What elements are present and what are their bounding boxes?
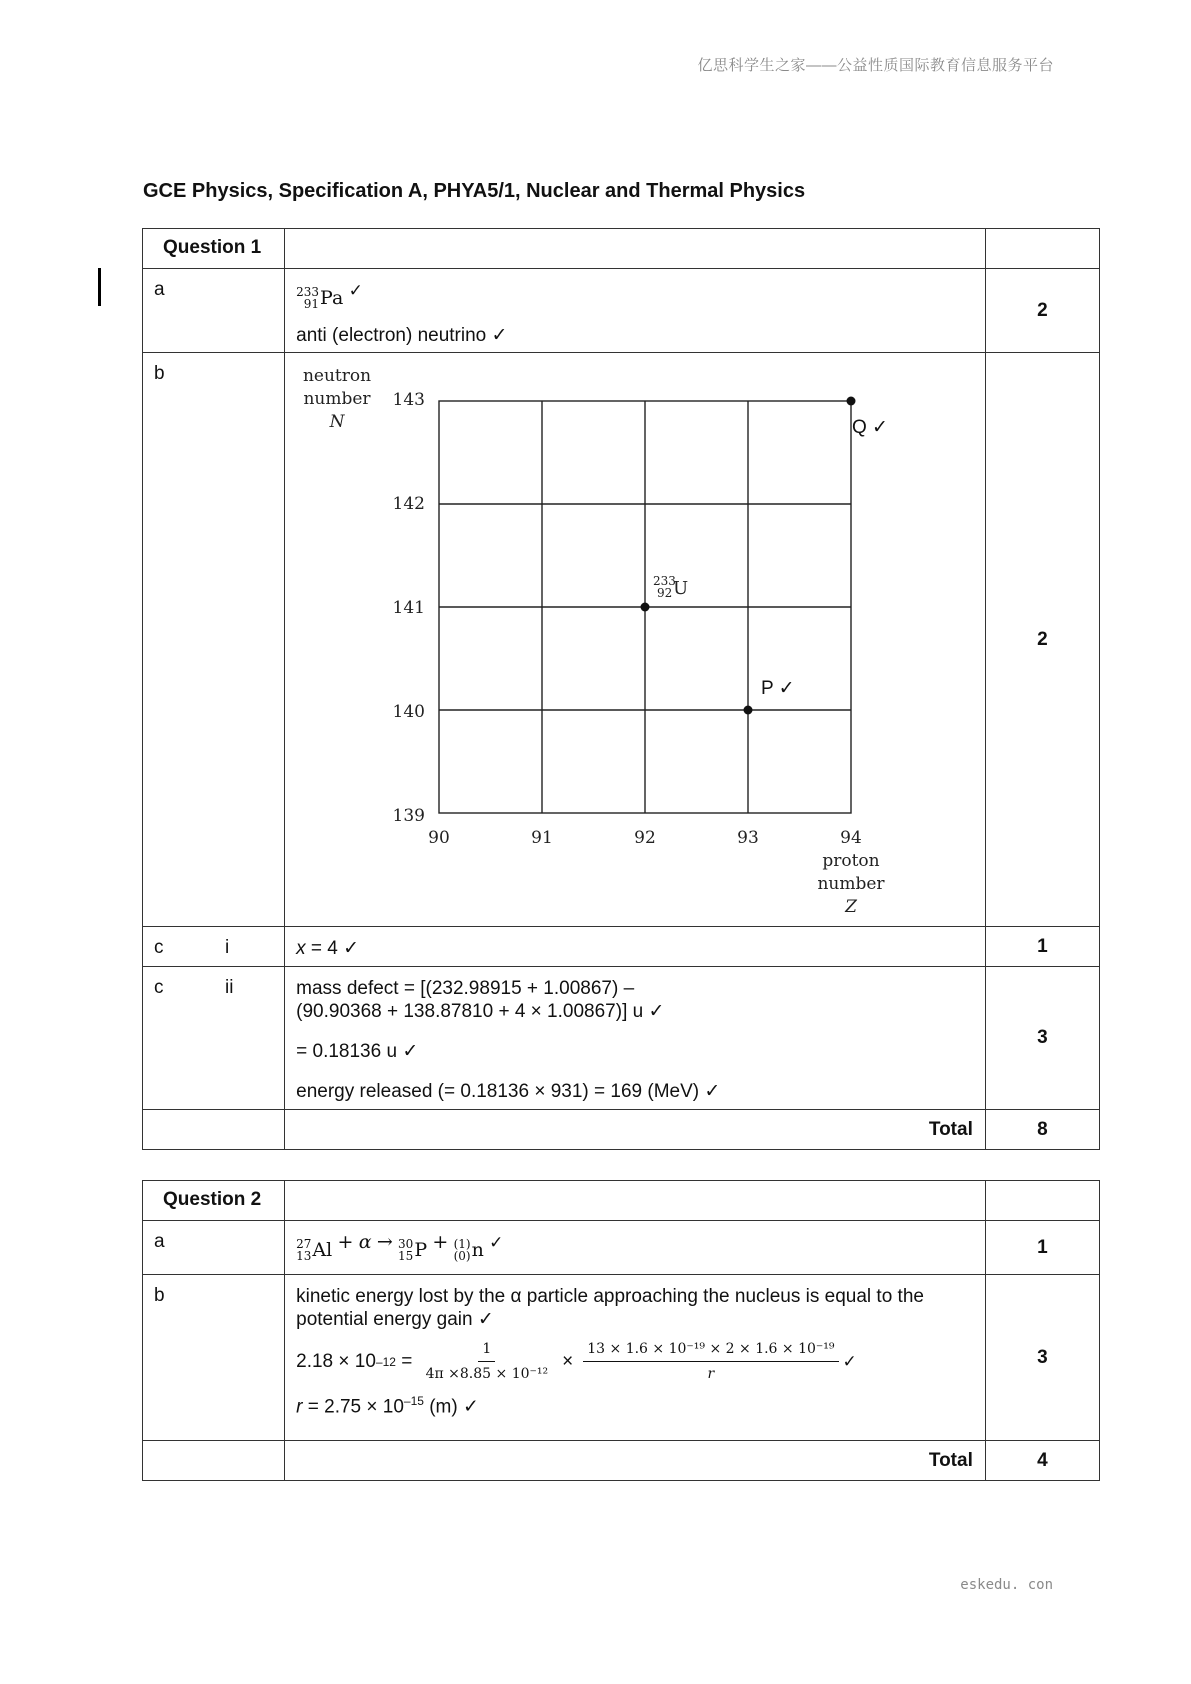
q1-part-cii-mark: 3: [985, 967, 1099, 1110]
question-2-table: [142, 1180, 1100, 1481]
question-1-header-row: [143, 229, 1100, 269]
u-mass-number: 233: [653, 574, 677, 588]
question-1-table: [142, 228, 1100, 1150]
p-30-nuclide: 30 15 P: [398, 1237, 428, 1263]
q1-part-ci-answer: x = 4 ✓: [285, 927, 986, 967]
tick-mark: ✓: [348, 281, 363, 301]
x-axis-label-line-2: number: [817, 874, 885, 894]
q1-part-a-mark: 2: [985, 269, 1099, 353]
q1-a-neutrino-line: anti (electron) neutrino ✓: [296, 325, 508, 346]
header-watermark: 亿思科学生之家——公益性质国际教育信息服务平台: [697, 57, 1054, 74]
question-2-heading: Question 2: [143, 1181, 285, 1221]
q1-part-cii-answer: mass defect = [(232.98915 + 1.00867) – (90.90368 + 138.87810 + 4 × 1.00867)] u ✓ = 0.18136 u ✓ energy released (= 0.18136 × 931) = 169 (MeV) ✓: [285, 967, 986, 1110]
coulomb-constant-fraction: $\frac{1}{\text{4π ×8.85 × 10⁻¹²}}$: [425, 1341, 549, 1382]
al-27-nuclide: 27 13 Al: [296, 1237, 333, 1263]
neutron-nuclide: (1) (0) n: [453, 1237, 484, 1263]
q1-part-a-label: a: [143, 269, 285, 353]
y-tick-141: 141: [392, 598, 426, 618]
q1-part-ci-label: c i: [143, 927, 285, 967]
q1-total-row: [143, 1110, 1100, 1150]
q1-part-a-answer: [285, 269, 986, 353]
q-label: Q ✓: [852, 417, 889, 438]
pa-233-nuclide: 233 91 Pa: [296, 285, 344, 311]
q2-part-a-label: a: [143, 1221, 285, 1275]
q2-part-b-answer: kinetic energy lost by the α particle approaching the nucleus is equal to the potential energy gain ✓ 2.18 × 10 –12 = $\frac{1}{\text{4π ×8.85 × 10⁻¹²}}$ × $\frac{\text{13 × 1.6 × 10⁻¹⁹ × 2 × 1.6 × 10⁻¹⁹}}{r}$ ✓ $r = 2.75 \times 10^{-15}$ (m) ✓: [285, 1275, 986, 1441]
q2-b-equation: 2.18 × 10 –12 = $\frac{1}{\text{4π ×8.85 × 10⁻¹²}}$ × $\frac{\text{13 × 1.6 × 10⁻¹⁹ × 2 × 1.6 × 10⁻¹⁹}}{r}$ ✓: [296, 1341, 857, 1382]
footer-watermark: eskedu. con: [960, 1577, 1053, 1593]
q1-total-label: Total: [285, 1110, 986, 1150]
q2-part-a-mark: 1: [985, 1221, 1099, 1275]
y-tick-142: 142: [392, 494, 426, 514]
x-tick-92: 92: [634, 828, 656, 848]
y-tick-140: 140: [392, 702, 426, 722]
q1-part-b-mark: 2: [985, 353, 1099, 927]
q1-part-cii-row: [143, 967, 1100, 1110]
x-tick-91: 91: [531, 828, 553, 848]
q1-part-b-answer: [285, 353, 986, 927]
q2-b-result: $r = 2.75 \times 10^{-15}$ (m) ✓: [296, 1394, 479, 1418]
margin-change-bar: [98, 268, 101, 306]
q1-part-b-row: [143, 353, 1100, 927]
question-2-header-row: [143, 1181, 1100, 1221]
y-tick-139: 139: [392, 806, 426, 826]
neutron-proton-graph: [285, 353, 985, 925]
point-q: [847, 397, 856, 406]
q2-part-a-equation: 27 13 Al + α → 30 15 P + (1) (0) n ✓: [285, 1221, 986, 1275]
x-axis-label-line-1: proton: [822, 851, 880, 871]
p-label: P ✓: [761, 678, 795, 699]
y-axis-label-line-3: N: [329, 412, 345, 432]
q2-part-b-label: b: [143, 1275, 285, 1441]
x-tick-94: 94: [840, 828, 862, 848]
charge-product-fraction: $\frac{\text{13 × 1.6 × 10⁻¹⁹ × 2 × 1.6 × 10⁻¹⁹}}{r}$: [583, 1341, 838, 1382]
q1-part-a-row: [143, 269, 1100, 353]
x-axis-label-line-3: Z: [845, 897, 858, 917]
q1-total-mark: 8: [985, 1110, 1099, 1150]
q1-part-b-label: b: [143, 353, 285, 927]
q1-part-ci-row: [143, 927, 1100, 967]
u-atomic-number: 92: [657, 586, 673, 600]
y-axis-label-line-1: neutron: [303, 366, 372, 386]
y-axis-label-line-2: number: [303, 389, 371, 409]
q2-part-b-mark: 3: [985, 1275, 1099, 1441]
q1-part-ci-mark: 1: [985, 927, 1099, 967]
x-tick-93: 93: [737, 828, 759, 848]
question-1-heading: Question 1: [143, 229, 285, 269]
u-233-point: [641, 603, 650, 612]
q2-part-b-row: [143, 1275, 1100, 1441]
tick-mark: ✓: [489, 1233, 504, 1253]
page-title: GCE Physics, Specification A, PHYA5/1, Nuclear and Thermal Physics: [143, 180, 806, 202]
y-tick-143: 143: [392, 390, 426, 410]
q1-part-cii-label: c ii: [143, 967, 285, 1110]
q2-part-a-row: [143, 1221, 1100, 1275]
point-p: [744, 706, 753, 715]
q2-total-mark: 4: [985, 1441, 1099, 1481]
x-tick-90: 90: [428, 828, 450, 848]
q2-total-label: Total: [285, 1441, 986, 1481]
u-symbol: U: [673, 578, 689, 599]
q2-total-row: [143, 1441, 1100, 1481]
